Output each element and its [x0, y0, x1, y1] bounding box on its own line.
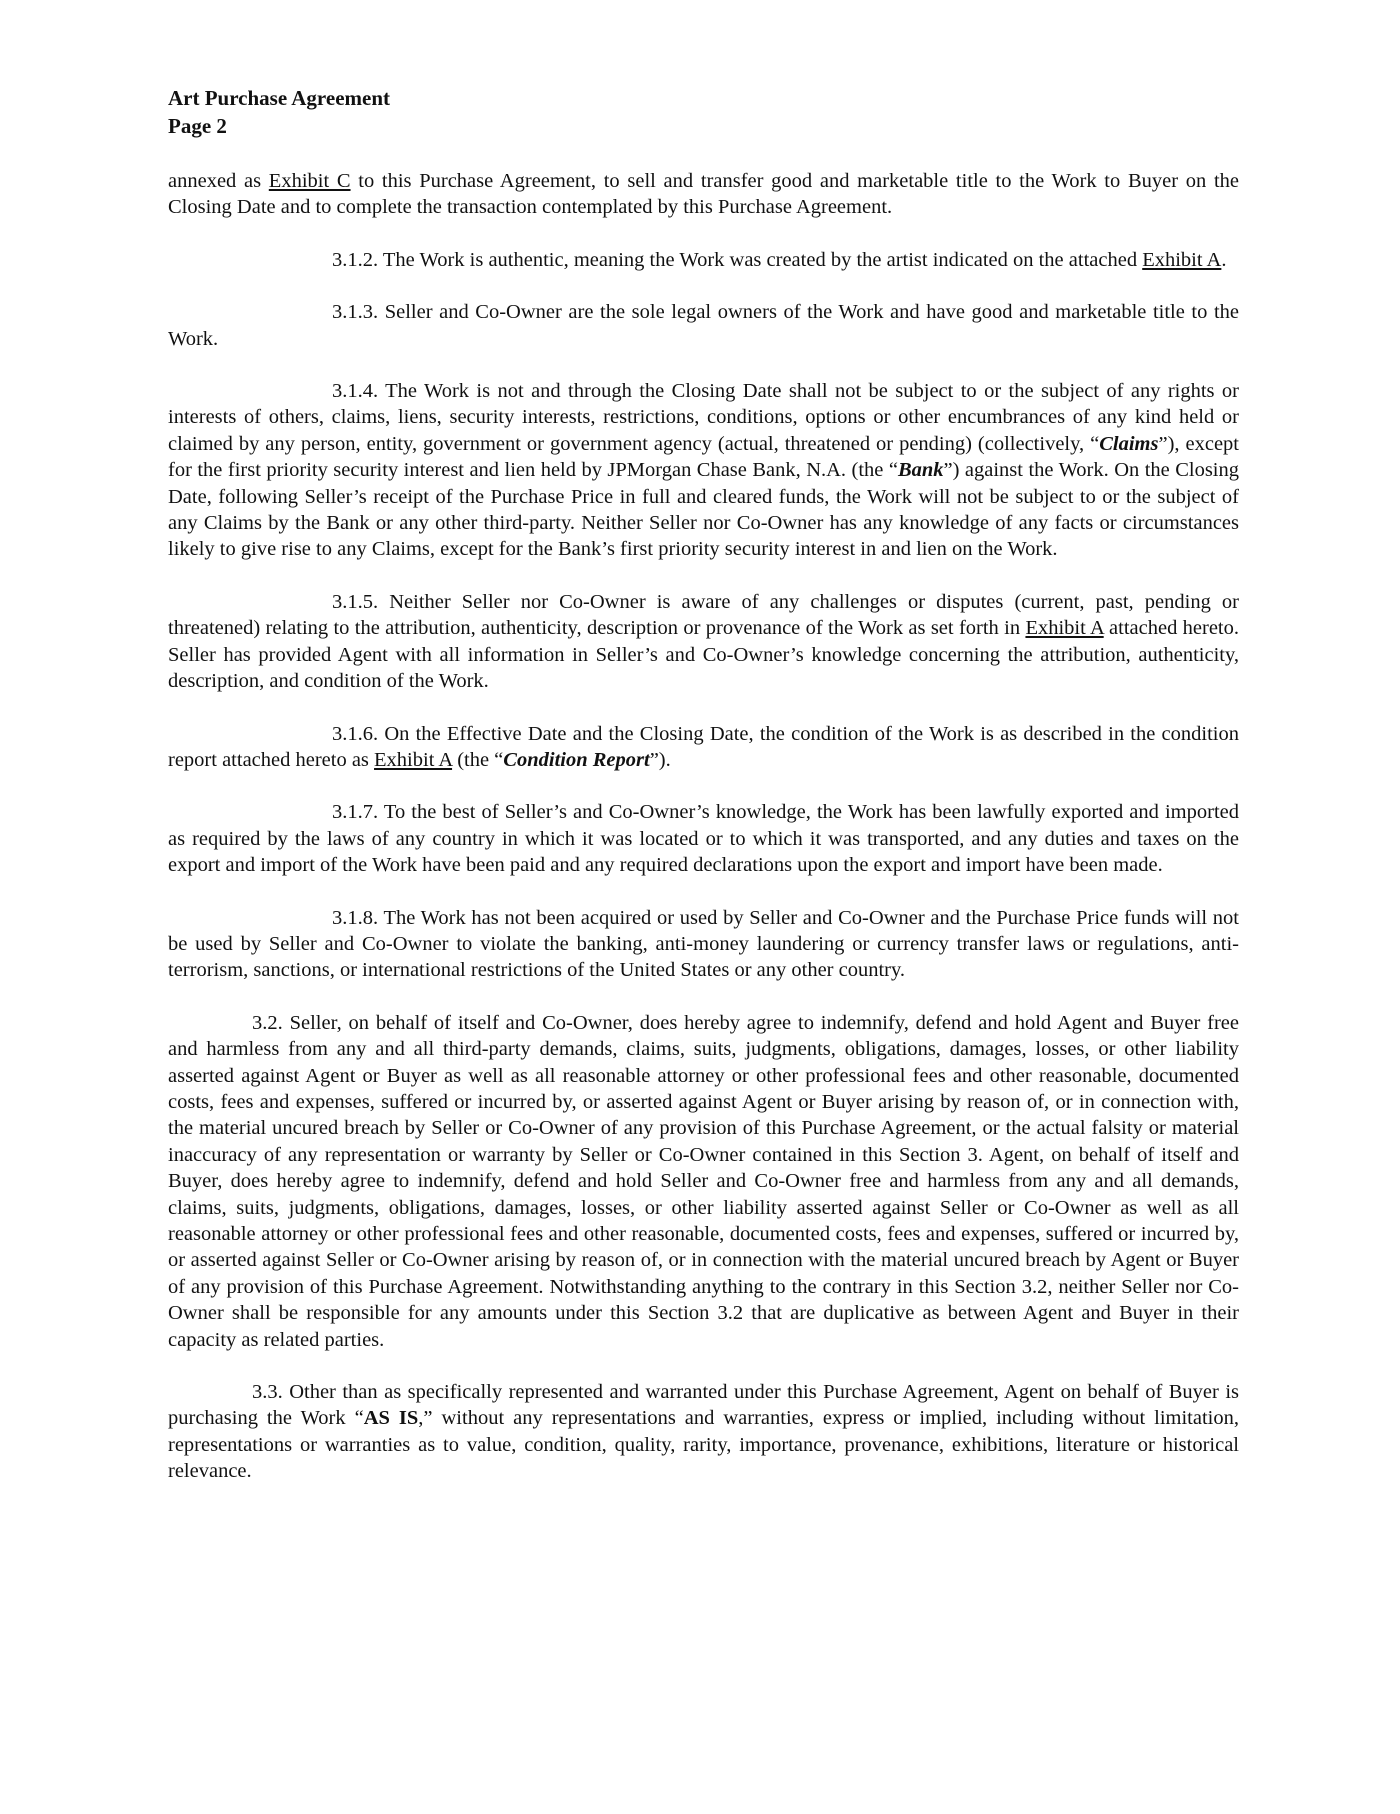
exhibit-a-reference: Exhibit A: [374, 748, 453, 771]
section-3-1-8: 3.1.8. The Work has not been acquired or used by Seller and Co-Owner and the Purchase Price funds will not be used by Seller and Co-Owner to violate the banking, anti-money laundering or currency transfer laws or regulations, anti-terrorism, sanctions, or international restrictions of the United States or any other country.: [168, 906, 1239, 982]
section-3-1-7: 3.1.7. To the best of Seller’s and Co-Owner’s knowledge, the Work has been lawfully exported and imported as required by the laws of any country in which it was located or to which it was transported, and any duties and taxes on the export and import of the Work have been paid and any required declarations upon the export and import have been made.: [168, 801, 1239, 877]
section-3-1-4: 3.1.4. The Work is not and through the Closing Date shall not be subject to or the subject of any rights or interests of others, claims, liens, security interests, restrictions, conditions, options or other encumbrances of any kind held or claimed by any person, entity, government or government agency (actual, threatened or pending) (collectively, “Claims”), except for the first priority security interest and lien held by JPMorgan Chase Bank, N.A. (the “Bank”) against the Work. On the Closing Date, following Seller’s receipt of the Purchase Price in full and cleared funds, the Work will not be subject to or the subject of any Claims by the Bank or any other third-party. Neither Seller nor Co-Owner has any knowledge of any facts or circumstances likely to give rise to any Claims, except for the Bank’s first priority security interest in and lien on the Work.: [168, 380, 1240, 561]
defined-term-as-is: AS IS: [363, 1407, 419, 1430]
page-header: [168, 84, 390, 140]
document-title: Art Purchase Agreement: [168, 86, 390, 110]
section-3-1-3: 3.1.3. Seller and Co-Owner are the sole legal owners of the Work and have good and marketable title to the Work.: [168, 301, 1239, 350]
defined-term-condition-report: Condition Report: [503, 748, 650, 771]
defined-term-bank: Bank: [897, 459, 944, 482]
section-3-1-5: 3.1.5. Neither Seller nor Co-Owner is aware of any challenges or disputes (current, past, pending or threatened) relating to the attribution, authenticity, description or provenance of the Work as set forth in Exhibit A attached hereto. Seller has provided Agent with all information in Seller’s and Co-Owner’s knowledge concerning the attribution, authenticity, description, and condition of the Work.: [168, 590, 1240, 693]
section-3-2: 3.2. Seller, on behalf of itself and Co-Owner, does hereby agree to indemnify, defend and hold Agent and Buyer free and harmless from any and all third-party demands, claims, suits, judgments, obligations, damages, losses, or other liability asserted against Agent or Buyer as well as all reasonable attorney or other professional fees and other reasonable, documented costs, fees and expenses, suffered or incurred by, or asserted against Agent or Buyer arising by reason of, or in connection with, the material uncured breach by Seller or Co-Owner of any provision of this Purchase Agreement, or the actual falsity or material inaccuracy of any representation or warranty by Seller or Co-Owner contained in this Section 3. Agent, on behalf of itself and Buyer, does hereby agree to indemnify, defend and hold Seller and Co-Owner free and harmless from any and all demands, claims, suits, judgments, obligations, damages, losses, or other liability asserted against Seller or Co-Owner as well as all reasonable attorney or other professional fees and other reasonable, documented costs, fees and expenses, suffered or incurred by, or asserted against Seller or Co-Owner arising by reason of, or in connection with the material uncured breach by Agent or Buyer of any provision of this Purchase Agreement. Notwithstanding anything to the contrary in this Section 3.2, neither Seller nor Co-Owner shall be responsible for any amounts under this Section 3.2 that are duplicative as between Agent and Buyer in their capacity as related parties.: [168, 1011, 1239, 1351]
page-number: Page 2: [168, 114, 227, 138]
exhibit-a-reference: Exhibit A: [1025, 617, 1104, 640]
section-3-3: 3.3. Other than as specifically represented and warranted under this Purchase Agreement, Agent on behalf of Buyer is purchasing the Work “AS IS,” without any representations and warranties, express or implied, including without limitation, representations or warranties as to value, condition, quality, rarity, importance, provenance, exhibitions, literature or historical relevance.: [168, 1381, 1239, 1483]
paragraph-continuation: annexed as Exhibit C to this Purchase Agreement, to sell and transfer good and marketable title to the Work to Buyer on the Closing Date and to complete the transaction contemplated by this Purchase Agreement.: [168, 170, 1239, 219]
defined-term-claims: Claims: [1099, 432, 1159, 455]
section-3-1-6: 3.1.6. On the Effective Date and the Closing Date, the condition of the Work is as described in the condition report attached hereto as Exhibit A (the “Condition Report”).: [168, 722, 1239, 771]
section-3-1-2: 3.1.2. The Work is authentic, meaning the Work was created by the artist indicated on the attached Exhibit A.: [332, 248, 1227, 271]
document-body: [168, 168, 1239, 1511]
exhibit-c-reference: Exhibit C: [268, 170, 351, 192]
exhibit-a-reference: Exhibit A: [1142, 248, 1222, 271]
